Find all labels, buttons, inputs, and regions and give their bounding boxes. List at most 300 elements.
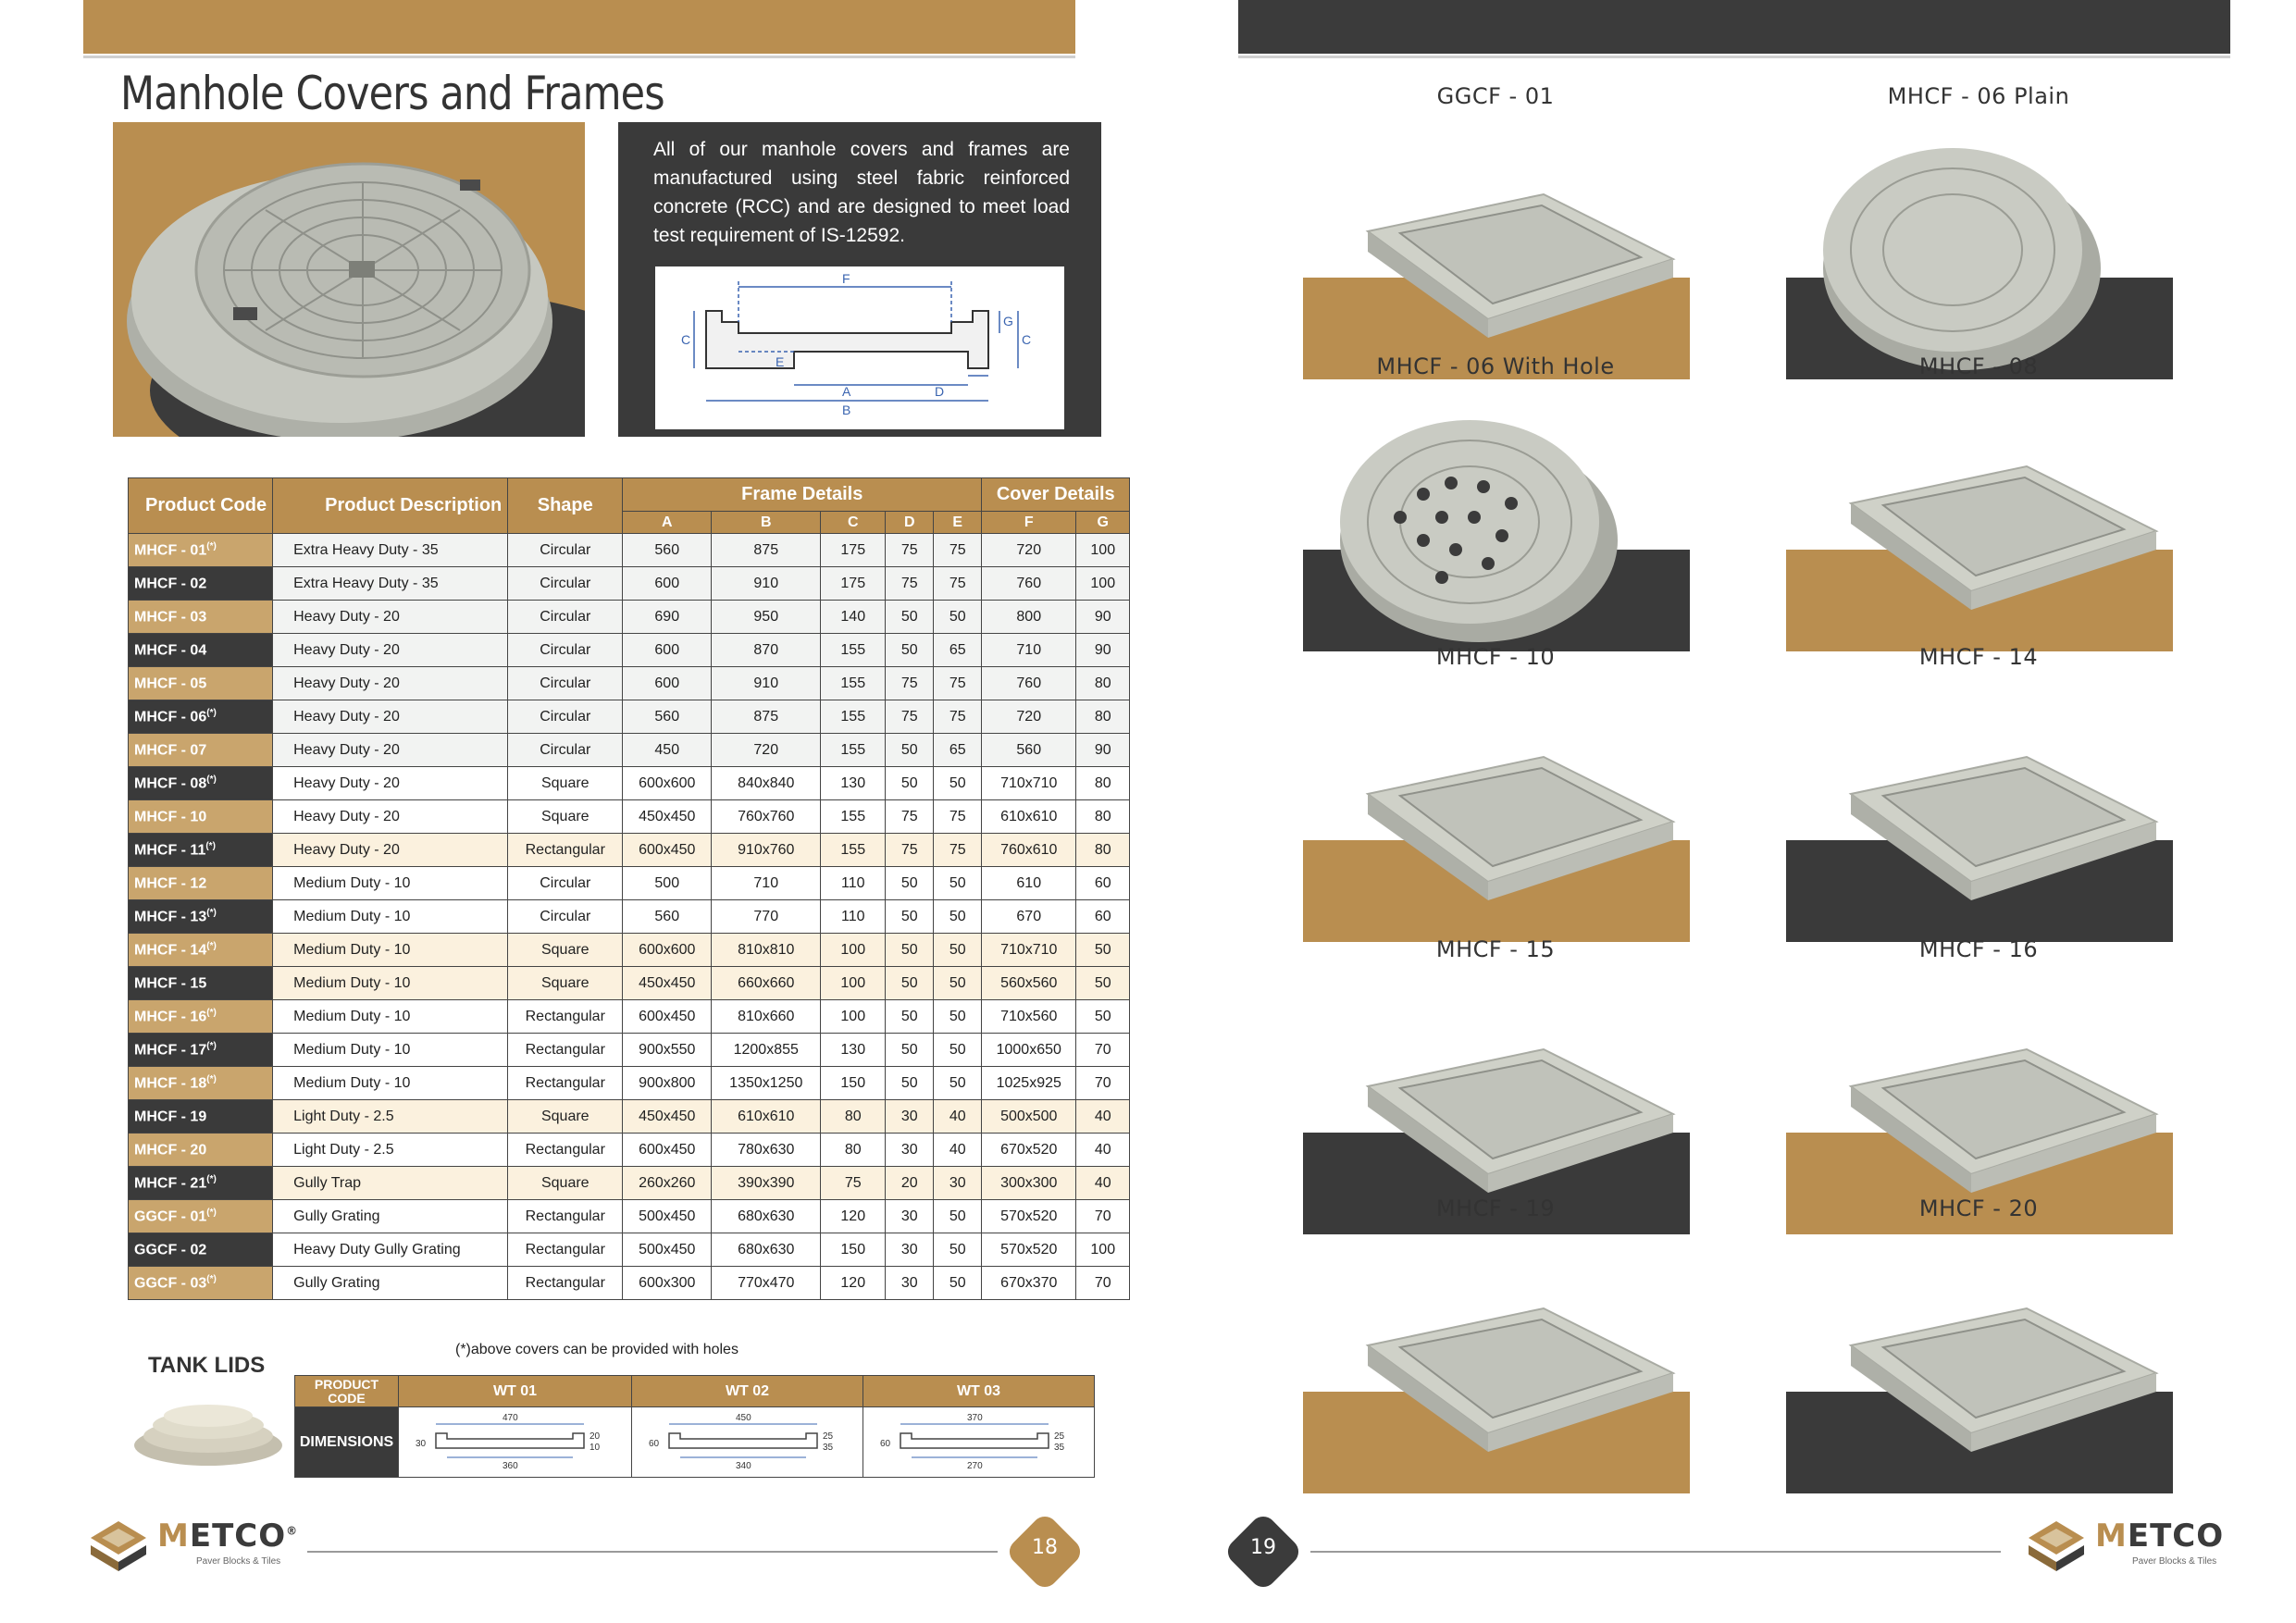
col-b-cell: 810x810 [712,934,821,967]
spec-table-body [129,534,1130,1300]
shape-cell: Rectangular [508,1000,623,1034]
col-a-cell: 560 [623,534,712,567]
tank-dim-wt02 [632,1407,863,1478]
col-a-cell: 600x450 [623,1000,712,1034]
product-description-cell: Gully Trap [273,1167,508,1200]
product-photo [1786,402,2173,651]
header-product-description: Product Description [273,478,508,534]
product-description-cell: Extra Heavy Duty - 35 [273,534,508,567]
metco-logo-word-left [157,1518,298,1555]
table-row [129,734,1130,767]
col-g-cell: 70 [1076,1267,1130,1300]
product-code: MHCF - 06 [134,709,207,725]
product-code-cell [129,900,273,934]
col-g-cell: 50 [1076,934,1130,967]
product-code: MHCF - 11 [134,842,206,859]
product-code: MHCF - 04 [134,642,207,659]
shape-cell: Square [508,767,623,800]
page-title: Manhole Covers and Frames [120,67,664,120]
product-code-cell [129,667,273,700]
col-f-cell: 560 [982,734,1076,767]
product-code-cell [129,1167,273,1200]
col-f-cell: 1000x650 [982,1034,1076,1067]
col-b-cell: 710 [712,867,821,900]
table-row [129,634,1130,667]
col-a-cell: 500x450 [623,1233,712,1267]
product-description-cell: Heavy Duty - 20 [273,734,508,767]
col-a-cell: 600x450 [623,1134,712,1167]
logo-rest-right: ETCO [2127,1518,2225,1555]
col-e-cell: 50 [934,767,982,800]
col-b-cell: 950 [712,601,821,634]
tank-lid-drawing [399,1407,621,1472]
product-code-cell [129,1134,273,1167]
holes-marker: (*) [206,907,217,918]
intro-text: All of our manhole covers and frames are manufactured using steel fabric reinforced concrete (RCC) and are designed to meet load test requirement of IS-12592. [653,139,1070,246]
product-description-cell: Light Duty - 2.5 [273,1134,508,1167]
product-description-cell: Heavy Duty - 20 [273,634,508,667]
tank-header-wt01: WT 01 [399,1376,632,1407]
col-e-cell: 40 [934,1134,982,1167]
col-e-cell: 75 [934,534,982,567]
table-row [129,834,1130,867]
col-g-cell: 80 [1076,700,1130,734]
holes-marker: (*) [206,1273,217,1284]
table-row [129,1134,1130,1167]
col-d-cell: 75 [886,534,934,567]
tank-top-dim: 450 [736,1413,751,1423]
holes-marker: (*) [206,1040,217,1051]
col-c-cell: 155 [821,667,886,700]
col-b-cell: 770 [712,900,821,934]
logo-rest: ETCO [189,1518,287,1555]
col-a-cell: 450 [623,734,712,767]
col-a-cell: 690 [623,601,712,634]
shape-cell: Rectangular [508,1134,623,1167]
col-a-cell: 600 [623,667,712,700]
col-f-cell: 800 [982,601,1076,634]
header-rule-right [1238,56,2230,58]
col-d-cell: 20 [886,1167,934,1200]
header-col-e: E [934,512,982,534]
table-row [129,800,1130,834]
product-caption: MHCF - 08 [1918,353,2039,379]
col-c-cell: 75 [821,1167,886,1200]
product-shape [1303,130,1690,379]
col-g-cell: 60 [1076,867,1130,900]
col-g-cell: 90 [1076,734,1130,767]
col-b-cell: 720 [712,734,821,767]
product-code-cell [129,1200,273,1233]
product-code: MHCF - 08 [134,775,207,792]
col-b-cell: 840x840 [712,767,821,800]
col-f-cell: 560x560 [982,967,1076,1000]
col-e-cell: 75 [934,667,982,700]
product-photo [1303,130,1690,379]
col-b-cell: 760x760 [712,800,821,834]
product-code: MHCF - 20 [134,1142,207,1158]
col-f-cell: 670x370 [982,1267,1076,1300]
product-code-cell [129,934,273,967]
logo-m: M [157,1518,190,1555]
shape-cell: Circular [508,634,623,667]
col-g-cell: 40 [1076,1100,1130,1134]
tank-lids-table [294,1375,1095,1478]
intro-panel [618,122,1101,437]
logo-tagline-right: Paver Blocks & Tiles [2132,1556,2217,1567]
table-row [129,1100,1130,1134]
col-d-cell: 50 [886,767,934,800]
shape-cell: Circular [508,900,623,934]
product-code-cell [129,967,273,1000]
col-d-cell: 30 [886,1134,934,1167]
col-e-cell: 50 [934,934,982,967]
table-row [129,1034,1130,1067]
col-b-cell: 910x760 [712,834,821,867]
product-code: MHCF - 02 [134,576,207,592]
product-description-cell: Heavy Duty - 20 [273,667,508,700]
col-c-cell: 130 [821,767,886,800]
col-c-cell: 155 [821,734,886,767]
product-code-cell [129,1233,273,1267]
tank-dim-wt01 [399,1407,632,1478]
col-c-cell: 155 [821,834,886,867]
col-g-cell: 80 [1076,667,1130,700]
tank-right-dim-2: 35 [1054,1443,1065,1453]
table-row [129,1200,1130,1233]
col-d-cell: 30 [886,1267,934,1300]
logo-tagline-left: Paver Blocks & Tiles [196,1556,281,1567]
col-g-cell: 40 [1076,1167,1130,1200]
col-f-cell: 720 [982,700,1076,734]
col-d-cell: 50 [886,734,934,767]
col-g-cell: 60 [1076,900,1130,934]
tank-right-dim-2: 35 [823,1443,834,1453]
holes-marker: (*) [206,1207,217,1218]
table-row [129,667,1130,700]
tank-lids-title: TANK LIDS [148,1353,266,1378]
product-description-cell: Medium Duty - 10 [273,1034,508,1067]
holes-marker: (*) [206,774,217,785]
header-col-d: D [886,512,934,534]
col-a-cell: 600 [623,634,712,667]
shape-cell: Circular [508,734,623,767]
logo-registered: ® [286,1524,299,1538]
holes-marker: (*) [206,1073,217,1084]
col-b-cell: 610x610 [712,1100,821,1134]
product-shape [1303,402,1690,651]
col-f-cell: 1025x925 [982,1067,1076,1100]
col-f-cell: 570x520 [982,1233,1076,1267]
col-f-cell: 710 [982,634,1076,667]
diagram-label-c-right: C [1022,332,1032,347]
col-g-cell: 50 [1076,967,1130,1000]
product-code: MHCF - 17 [134,1042,207,1059]
shape-cell: Square [508,967,623,1000]
page-number-right: 19 [1250,1536,1276,1559]
col-c-cell: 100 [821,934,886,967]
col-e-cell: 75 [934,834,982,867]
product-description-cell: Heavy Duty Gully Grating [273,1233,508,1267]
col-a-cell: 500 [623,867,712,900]
holes-marker: (*) [205,840,216,851]
tank-dimensions-label: DIMENSIONS [295,1407,399,1478]
product-code-cell [129,700,273,734]
col-e-cell: 50 [934,1034,982,1067]
product-code-cell [129,767,273,800]
col-d-cell: 75 [886,700,934,734]
col-b-cell: 875 [712,700,821,734]
col-f-cell: 670 [982,900,1076,934]
tank-bottom-dim: 270 [967,1461,983,1471]
header-col-a: A [623,512,712,534]
cross-section-diagram [655,266,1064,429]
shape-cell: Square [508,800,623,834]
header-frame-details: Frame Details [623,478,982,512]
tank-lid-drawing [863,1407,1086,1472]
holes-marker: (*) [206,540,217,551]
product-code-cell [129,1100,273,1134]
product-photo [1303,1244,1690,1493]
col-d-cell: 30 [886,1233,934,1267]
tank-right-dim-1: 25 [1054,1431,1065,1442]
col-c-cell: 155 [821,700,886,734]
col-g-cell: 100 [1076,534,1130,567]
product-code: MHCF - 03 [134,609,207,626]
col-a-cell: 600 [623,567,712,601]
col-a-cell: 900x550 [623,1034,712,1067]
col-g-cell: 80 [1076,800,1130,834]
product-shape [1786,402,2173,651]
col-c-cell: 150 [821,1233,886,1267]
product-description-cell: Gully Grating [273,1200,508,1233]
col-f-cell: 760 [982,567,1076,601]
product-caption: GGCF - 01 [1436,83,1555,109]
product-description-cell: Light Duty - 2.5 [273,1100,508,1134]
tank-left-dim: 60 [649,1439,660,1449]
product-photo [1786,692,2173,942]
product-caption: MHCF - 06 Plain [1887,83,2070,109]
col-a-cell: 450x450 [623,1100,712,1134]
product-code-cell [129,634,273,667]
diagram-label-a: A [842,384,851,399]
col-f-cell: 720 [982,534,1076,567]
col-e-cell: 75 [934,700,982,734]
col-e-cell: 75 [934,800,982,834]
tank-top-dim: 470 [503,1413,518,1423]
col-c-cell: 130 [821,1034,886,1067]
col-a-cell: 560 [623,900,712,934]
product-code: GGCF - 01 [134,1208,207,1225]
col-f-cell: 300x300 [982,1167,1076,1200]
col-c-cell: 150 [821,1067,886,1100]
shape-cell: Square [508,1167,623,1200]
col-d-cell: 75 [886,667,934,700]
table-row [129,1067,1130,1100]
footer-rule-right [1310,1551,2001,1553]
shape-cell: Rectangular [508,1034,623,1067]
tank-right-dim-2: 10 [590,1443,601,1453]
hero-manhole-photo [113,122,585,437]
diagram-label-d: D [935,384,945,399]
col-b-cell: 680x630 [712,1200,821,1233]
col-d-cell: 50 [886,601,934,634]
col-d-cell: 50 [886,867,934,900]
col-f-cell: 710x560 [982,1000,1076,1034]
product-code-cell [129,834,273,867]
product-code-cell [129,800,273,834]
diagram-label-g: G [1003,314,1013,328]
product-code: MHCF - 05 [134,675,207,692]
logo-m-right: M [2095,1518,2128,1555]
product-code-cell [129,1034,273,1067]
header-shape: Shape [508,478,623,534]
col-g-cell: 80 [1076,767,1130,800]
product-photo [1303,402,1690,651]
product-photo [1786,1244,2173,1493]
table-row [129,601,1130,634]
col-e-cell: 50 [934,1267,982,1300]
product-code: MHCF - 19 [134,1109,207,1125]
product-description-cell: Heavy Duty - 20 [273,601,508,634]
shape-cell: Circular [508,567,623,601]
product-description-cell: Medium Duty - 10 [273,867,508,900]
col-a-cell: 500x450 [623,1200,712,1233]
col-c-cell: 100 [821,967,886,1000]
col-d-cell: 50 [886,1000,934,1034]
table-row [129,767,1130,800]
table-row [129,867,1130,900]
col-d-cell: 30 [886,1100,934,1134]
tank-lids-photo [130,1388,287,1471]
col-f-cell: 760x610 [982,834,1076,867]
col-d-cell: 50 [886,967,934,1000]
col-g-cell: 90 [1076,601,1130,634]
product-caption: MHCF - 10 [1435,644,1556,670]
table-row [129,567,1130,601]
col-e-cell: 65 [934,634,982,667]
col-b-cell: 680x630 [712,1233,821,1267]
product-code-cell [129,1000,273,1034]
product-shape [1786,1244,2173,1493]
col-c-cell: 80 [821,1100,886,1134]
col-b-cell: 660x660 [712,967,821,1000]
col-a-cell: 900x800 [623,1067,712,1100]
tank-dim-wt03 [863,1407,1095,1478]
product-caption: MHCF - 16 [1918,936,2039,962]
footer-rule-left [307,1551,998,1553]
product-shape [1303,1244,1690,1493]
tank-header-wt03: WT 03 [863,1376,1095,1407]
col-g-cell: 40 [1076,1134,1130,1167]
product-description-cell: Medium Duty - 10 [273,900,508,934]
table-row [129,1167,1130,1200]
shape-cell: Rectangular [508,834,623,867]
col-e-cell: 75 [934,567,982,601]
product-photo [1786,130,2173,379]
col-e-cell: 50 [934,1000,982,1034]
diagram-label-f: F [842,271,850,286]
col-f-cell: 570x520 [982,1200,1076,1233]
shape-cell: Rectangular [508,1067,623,1100]
holes-marker: (*) [206,940,217,951]
col-e-cell: 50 [934,1200,982,1233]
col-e-cell: 50 [934,900,982,934]
shape-cell: Square [508,934,623,967]
header-bar-dark [1238,0,2230,54]
col-a-cell: 600x600 [623,934,712,967]
holes-marker: (*) [206,707,217,718]
col-c-cell: 120 [821,1200,886,1233]
product-code: MHCF - 15 [134,975,207,992]
product-code-cell [129,1067,273,1100]
product-code: MHCF - 07 [134,742,207,759]
col-d-cell: 30 [886,1200,934,1233]
tank-left-dim: 30 [416,1439,427,1449]
tank-right-dim-1: 20 [590,1431,601,1442]
col-e-cell: 50 [934,867,982,900]
product-caption: MHCF - 14 [1918,644,2039,670]
col-g-cell: 90 [1076,634,1130,667]
product-description-cell: Medium Duty - 10 [273,967,508,1000]
col-b-cell: 910 [712,567,821,601]
col-g-cell: 80 [1076,834,1130,867]
tank-header-product-code: PRODUCT CODE [295,1376,399,1407]
header-col-f: F [982,512,1076,534]
table-row [129,700,1130,734]
col-f-cell: 610x610 [982,800,1076,834]
diagram-label-e: E [776,354,785,369]
header-col-b: B [712,512,821,534]
table-row [129,1000,1130,1034]
spec-table [128,477,1130,1300]
product-code-cell [129,1267,273,1300]
col-a-cell: 260x260 [623,1167,712,1200]
col-d-cell: 50 [886,1067,934,1100]
col-d-cell: 75 [886,800,934,834]
col-e-cell: 65 [934,734,982,767]
header-col-g: G [1076,512,1130,534]
footnote: (*)above covers can be provided with holes [455,1342,738,1357]
header-col-c: C [821,512,886,534]
col-b-cell: 875 [712,534,821,567]
col-d-cell: 50 [886,900,934,934]
col-b-cell: 810x660 [712,1000,821,1034]
col-f-cell: 670x520 [982,1134,1076,1167]
col-c-cell: 110 [821,900,886,934]
product-description-cell: Heavy Duty - 20 [273,800,508,834]
shape-cell: Rectangular [508,1200,623,1233]
product-code: MHCF - 21 [134,1175,207,1192]
col-c-cell: 140 [821,601,886,634]
col-a-cell: 450x450 [623,800,712,834]
product-shape [1786,692,2173,942]
col-c-cell: 175 [821,567,886,601]
product-code: GGCF - 02 [134,1242,207,1258]
product-shape [1786,130,2173,379]
product-code: MHCF - 16 [134,1009,207,1025]
product-code-cell [129,534,273,567]
col-g-cell: 70 [1076,1034,1130,1067]
col-g-cell: 70 [1076,1067,1130,1100]
product-code: MHCF - 12 [134,875,207,892]
product-description-cell: Heavy Duty - 20 [273,834,508,867]
table-row [129,534,1130,567]
col-d-cell: 75 [886,567,934,601]
col-b-cell: 770x470 [712,1267,821,1300]
col-f-cell: 710x710 [982,767,1076,800]
col-a-cell: 600x300 [623,1267,712,1300]
